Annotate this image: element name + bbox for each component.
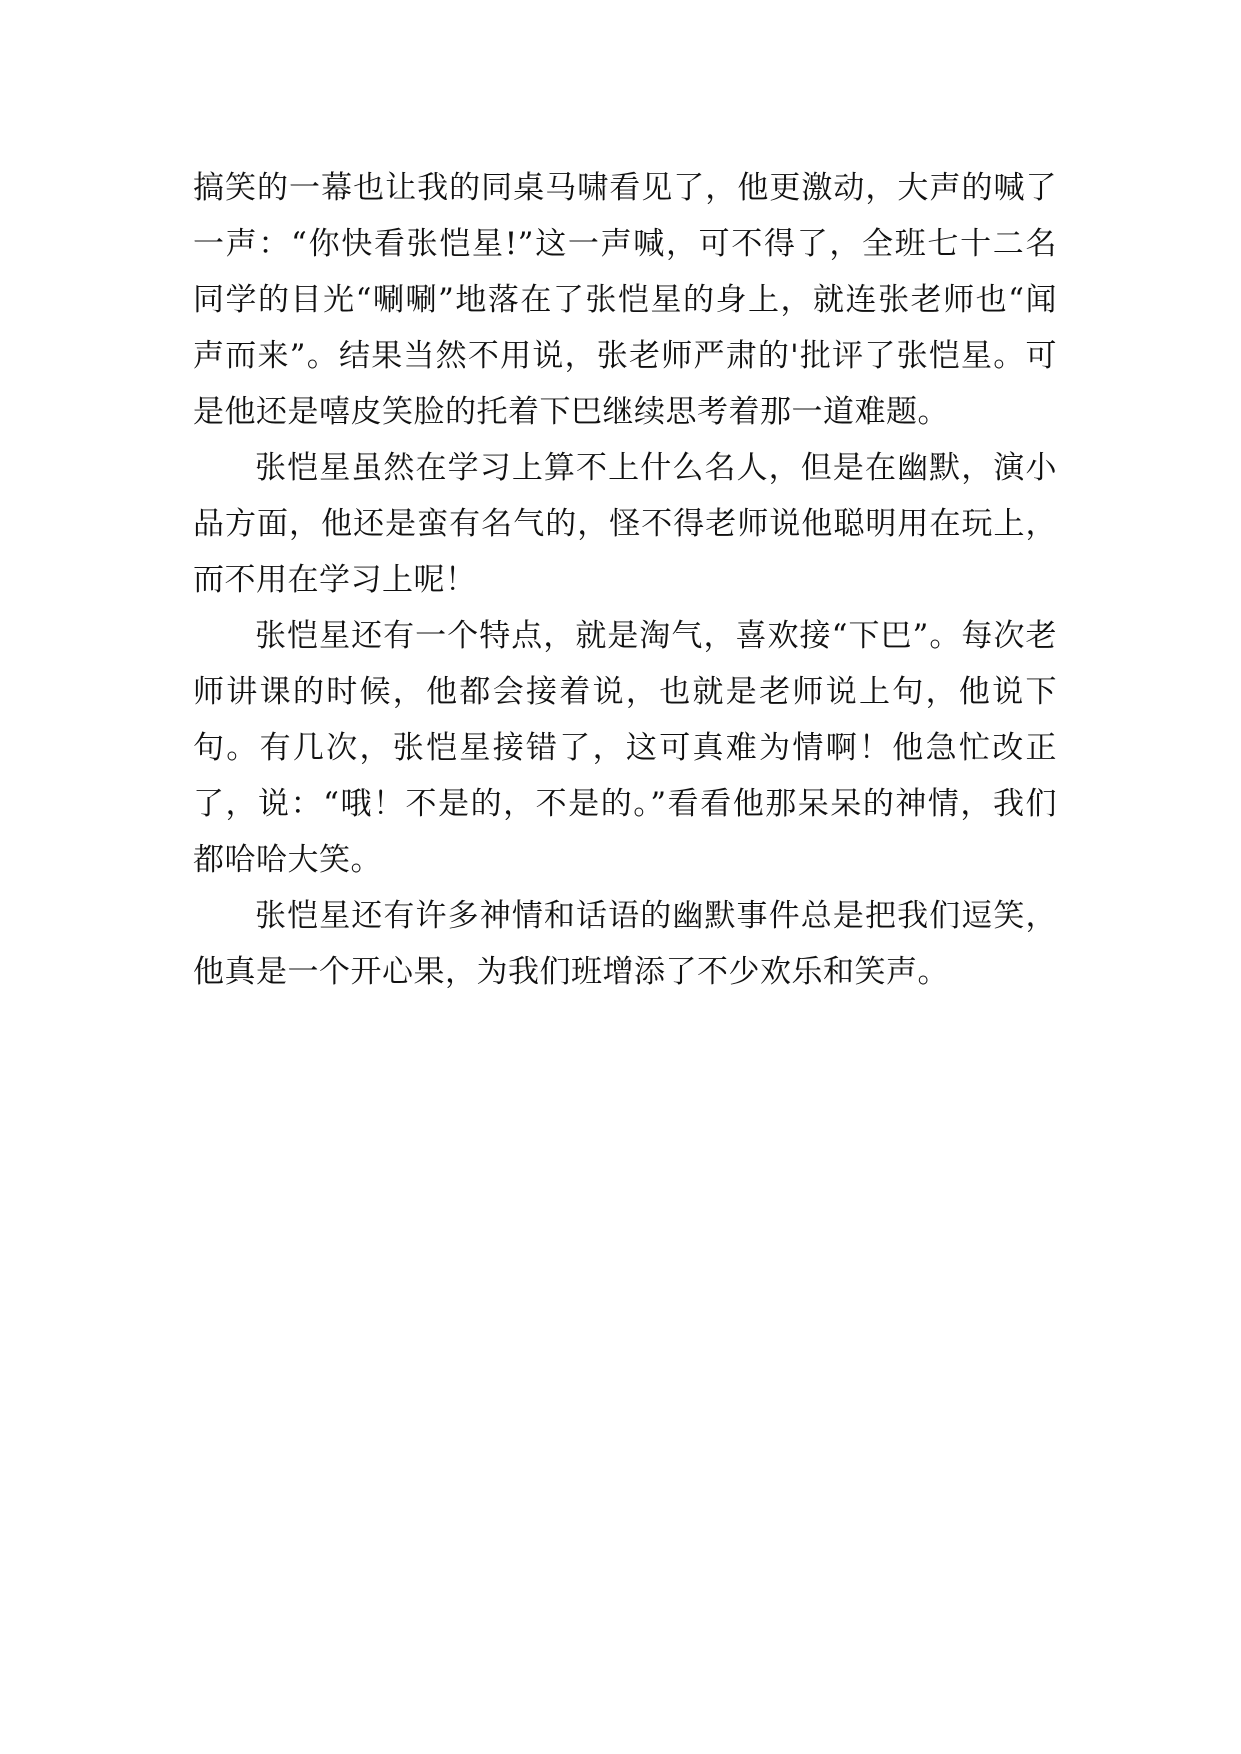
- paragraph-1: 搞笑的一幕也让我的同桌马啸看见了，他更激动，大声的喊了一声：“你快看张恺星!”这一声喊，可不得了，全班七十二名同学的目光“唰唰”地落在了张恺星的身上，就连张老师也“闻声而来”。结果当然不用说，张老师严肃的'批评了张恺星。可是他还是嘻皮笑脸的托着下巴继续思考着那一道难题。: [193, 170, 1057, 430]
- paragraph-3: 张恺星还有一个特点，就是淘气，喜欢接“下巴”。每次老师讲课的时候，他都会接着说，也就是老师说上句，他说下句。有几次，张恺星接错了，这可真难为情啊！他急忙改正了，说：“哦！不是的，不是的。”看看他那呆呆的神情，我们都哈哈大笑。: [193, 618, 1057, 878]
- paragraph-4: 张恺星还有许多神情和话语的幽默事件总是把我们逗笑，他真是一个开心果，为我们班增添了不少欢乐和笑声。: [193, 898, 1057, 990]
- paragraph-2: 张恺星虽然在学习上算不上什么名人，但是在幽默，演小品方面，他还是蛮有名气的，怪不得老师说他聪明用在玩上，而不用在学习上呢！: [193, 450, 1057, 598]
- document-body: [193, 160, 1057, 1000]
